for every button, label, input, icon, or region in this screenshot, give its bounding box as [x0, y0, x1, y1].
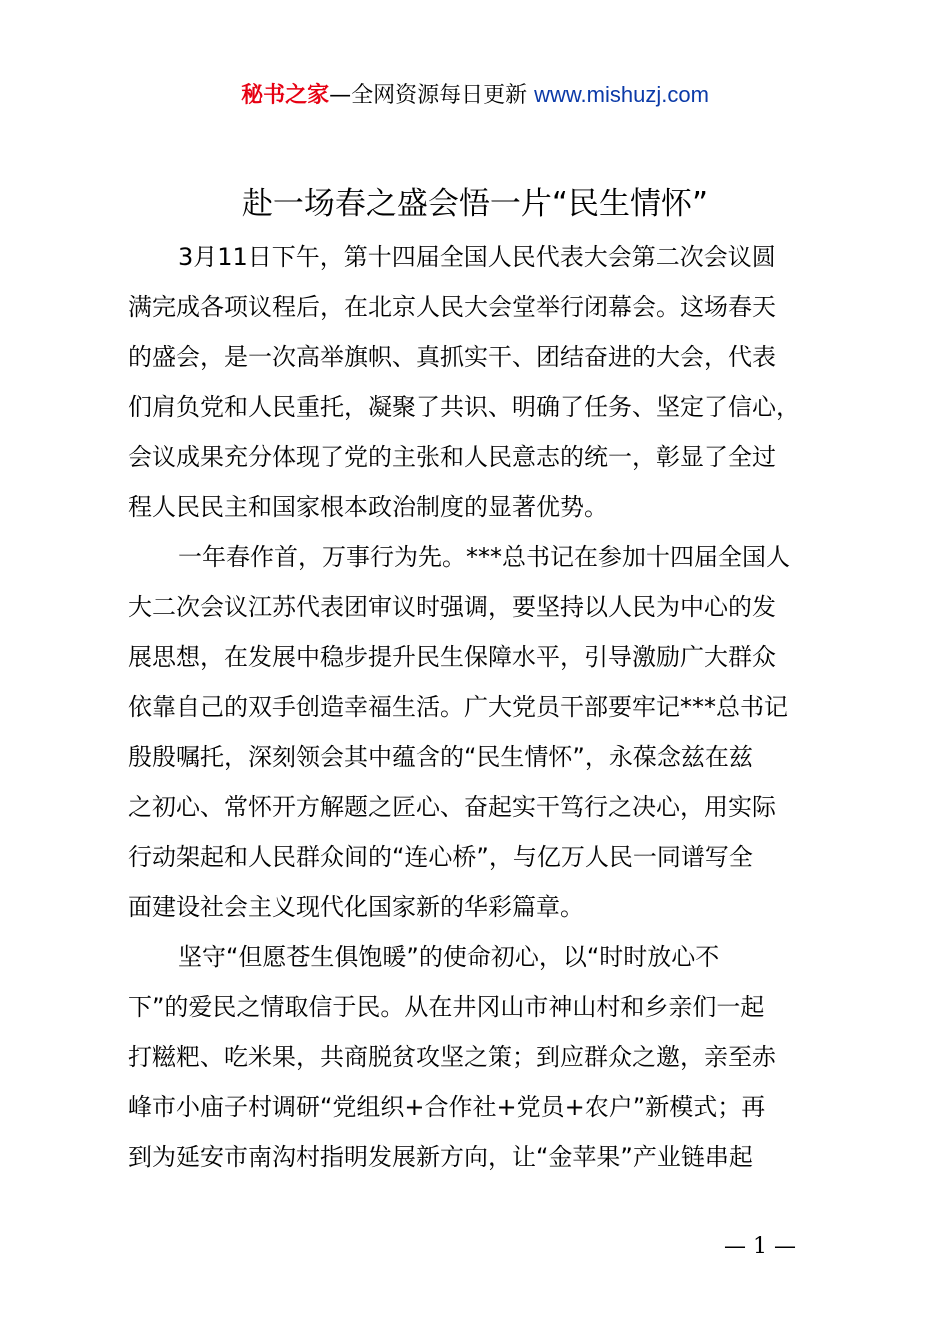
text-line: 一年春作首，万事行为先。***总书记在参加十四届全国人 — [178, 543, 790, 571]
page-number: — 1 — — [724, 1234, 796, 1259]
text-line: 到为延安市南沟村指明发展新方向，让“金苹果”产业链串起 — [128, 1143, 753, 1171]
paragraph-1 — [128, 232, 828, 532]
text-line: 程人民民主和国家根本政治制度的显著优势。 — [128, 493, 608, 521]
text-line: 3月11日下午，第十四届全国人民代表大会第二次会议圆 — [178, 243, 776, 271]
paragraph-3 — [128, 932, 828, 1182]
paragraph-2 — [128, 532, 828, 932]
text-line: 之初心、常怀开方解题之匠心、奋起实干笃行之决心，用实际 — [128, 793, 776, 821]
text-line: 展思想，在发展中稳步提升民生保障水平，引导激励广大群众 — [128, 643, 776, 671]
text-line: 会议成果充分体现了党的主张和人民意志的统一，彰显了全过 — [128, 443, 776, 471]
document-body — [128, 232, 828, 1182]
text-line: 大二次会议江苏代表团审议时强调，要坚持以人民为中心的发 — [128, 593, 776, 621]
site-tagline: —全网资源每日更新 — [329, 83, 535, 108]
document-title: 赴一场春之盛会悟一片“民生情怀” — [241, 186, 709, 222]
text-line: 下”的爱民之情取信于民。从在井冈山市神山村和乡亲们一起 — [128, 993, 765, 1021]
text-line: 们肩负党和人民重托，凝聚了共识、明确了任务、坚定了信心， — [128, 393, 800, 421]
text-line: 的盛会，是一次高举旗帜、真抓实干、团结奋进的大会，代表 — [128, 343, 776, 371]
text-line: 面建设社会主义现代化国家新的华彩篇章。 — [128, 893, 584, 921]
text-line: 打糍粑、吃米果，共商脱贫攻坚之策；到应群众之邀，亲至赤 — [128, 1043, 776, 1071]
text-line: 坚守“但愿苍生俱饱暖”的使命初心，以“时时放心不 — [178, 943, 720, 971]
text-line: 依靠自己的双手创造幸福生活。广大党员干部要牢记***总书记 — [128, 693, 788, 721]
text-line: 峰市小庙子村调研“党组织+合作社+党员+农户”新模式；再 — [128, 1093, 766, 1121]
site-url-link[interactable]: www.mishuzj.com — [534, 82, 709, 107]
text-line: 行动架起和人民群众间的“连心桥”，与亿万人民一同谱写全 — [128, 843, 753, 871]
text-line: 殷殷嘱托，深刻领会其中蕴含的“民生情怀”，永葆念兹在兹 — [128, 743, 753, 771]
site-header — [0, 78, 950, 113]
site-brand: 秘书之家 — [241, 83, 330, 108]
text-line: 满完成各项议程后，在北京人民大会堂举行闭幕会。这场春天 — [128, 293, 776, 321]
